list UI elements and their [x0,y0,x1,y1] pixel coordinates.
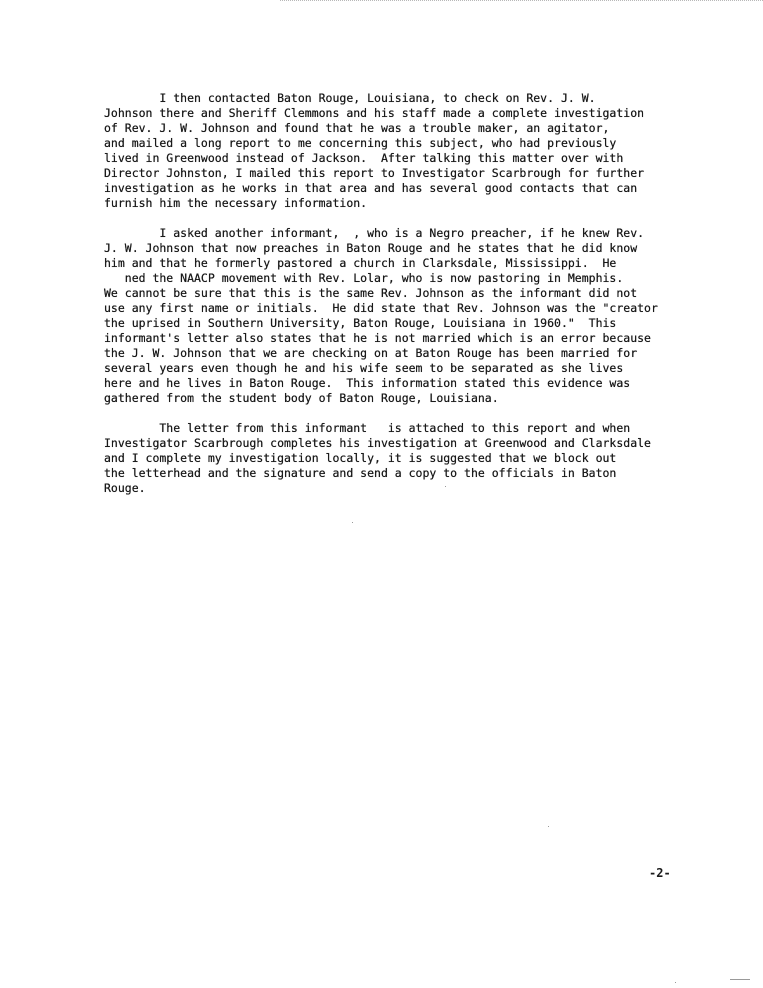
text-line: Investigator Scarbrough completes his investigation at Greenwood and Clarksdale [104,436,651,450]
text-line: The letter from this informant is attached to this report and when [104,421,631,435]
text-line: several years even though he and his wife seem to be separated as she lives [104,361,624,375]
text-line: the J. W. Johnson that we are checking on at Baton Rouge has been married for [104,346,638,360]
text-line: the letterhead and the signature and send a copy to the officials in Baton [104,466,617,480]
text-line: him and that he formerly pastored a church in Clarksdale, Mississippi. He [104,256,617,270]
text-line: investigation as he works in that area and has several good contacts that can [104,181,638,195]
document-body [104,91,716,511]
text-line: the uprised in Southern University, Baton Rouge, Louisiana in 1960." This [104,316,617,330]
top-edge-rule [280,0,763,3]
text-line: Director Johnston, I mailed this report to Investigator Scarbrough for further [104,166,645,180]
text-line: gathered from the student body of Baton Rouge, Louisiana. [104,391,499,405]
scan-speck [675,982,676,983]
text-line: of Rev. J. W. Johnson and found that he was a trouble maker, an agitator, [104,121,610,135]
text-line: I then contacted Baton Rouge, Louisiana, to check on Rev. J. W. [104,91,596,105]
text-line: ned the NAACP movement with Rev. Lolar, who is now pastoring in Memphis. [104,271,624,285]
page-number: -2- [649,866,671,880]
text-line: and mailed a long report to me concerning this subject, who had previously [104,136,617,150]
text-line: I asked another informant, , who is a Negro preacher, if he knew Rev. [104,226,645,240]
text-line: and I complete my investigation locally, it is suggested that we block out [104,451,617,465]
paragraph-2 [104,226,716,406]
scan-speck [730,979,750,980]
text-line: lived in Greenwood instead of Jackson. After talking this matter over with [104,151,624,165]
paragraph-1 [104,91,716,211]
scan-speck [548,826,549,827]
paragraph-3 [104,421,716,496]
scan-speck [445,486,446,487]
text-line: informant's letter also states that he is not married which is an error because [104,331,651,345]
scan-speck [352,522,353,523]
text-line: Johnson there and Sheriff Clemmons and his staff made a complete investigation [104,106,645,120]
text-line: J. W. Johnson that now preaches in Baton Rouge and he states that he did know [104,241,638,255]
text-line: furnish him the necessary information. [104,196,368,210]
text-line: Rouge. [104,481,146,495]
text-line: here and he lives in Baton Rouge. This information stated this evidence was [104,376,631,390]
text-line: use any first name or initials. He did state that Rev. Johnson was the "creator [104,301,658,315]
text-line: We cannot be sure that this is the same Rev. Johnson as the informant did not [104,286,638,300]
